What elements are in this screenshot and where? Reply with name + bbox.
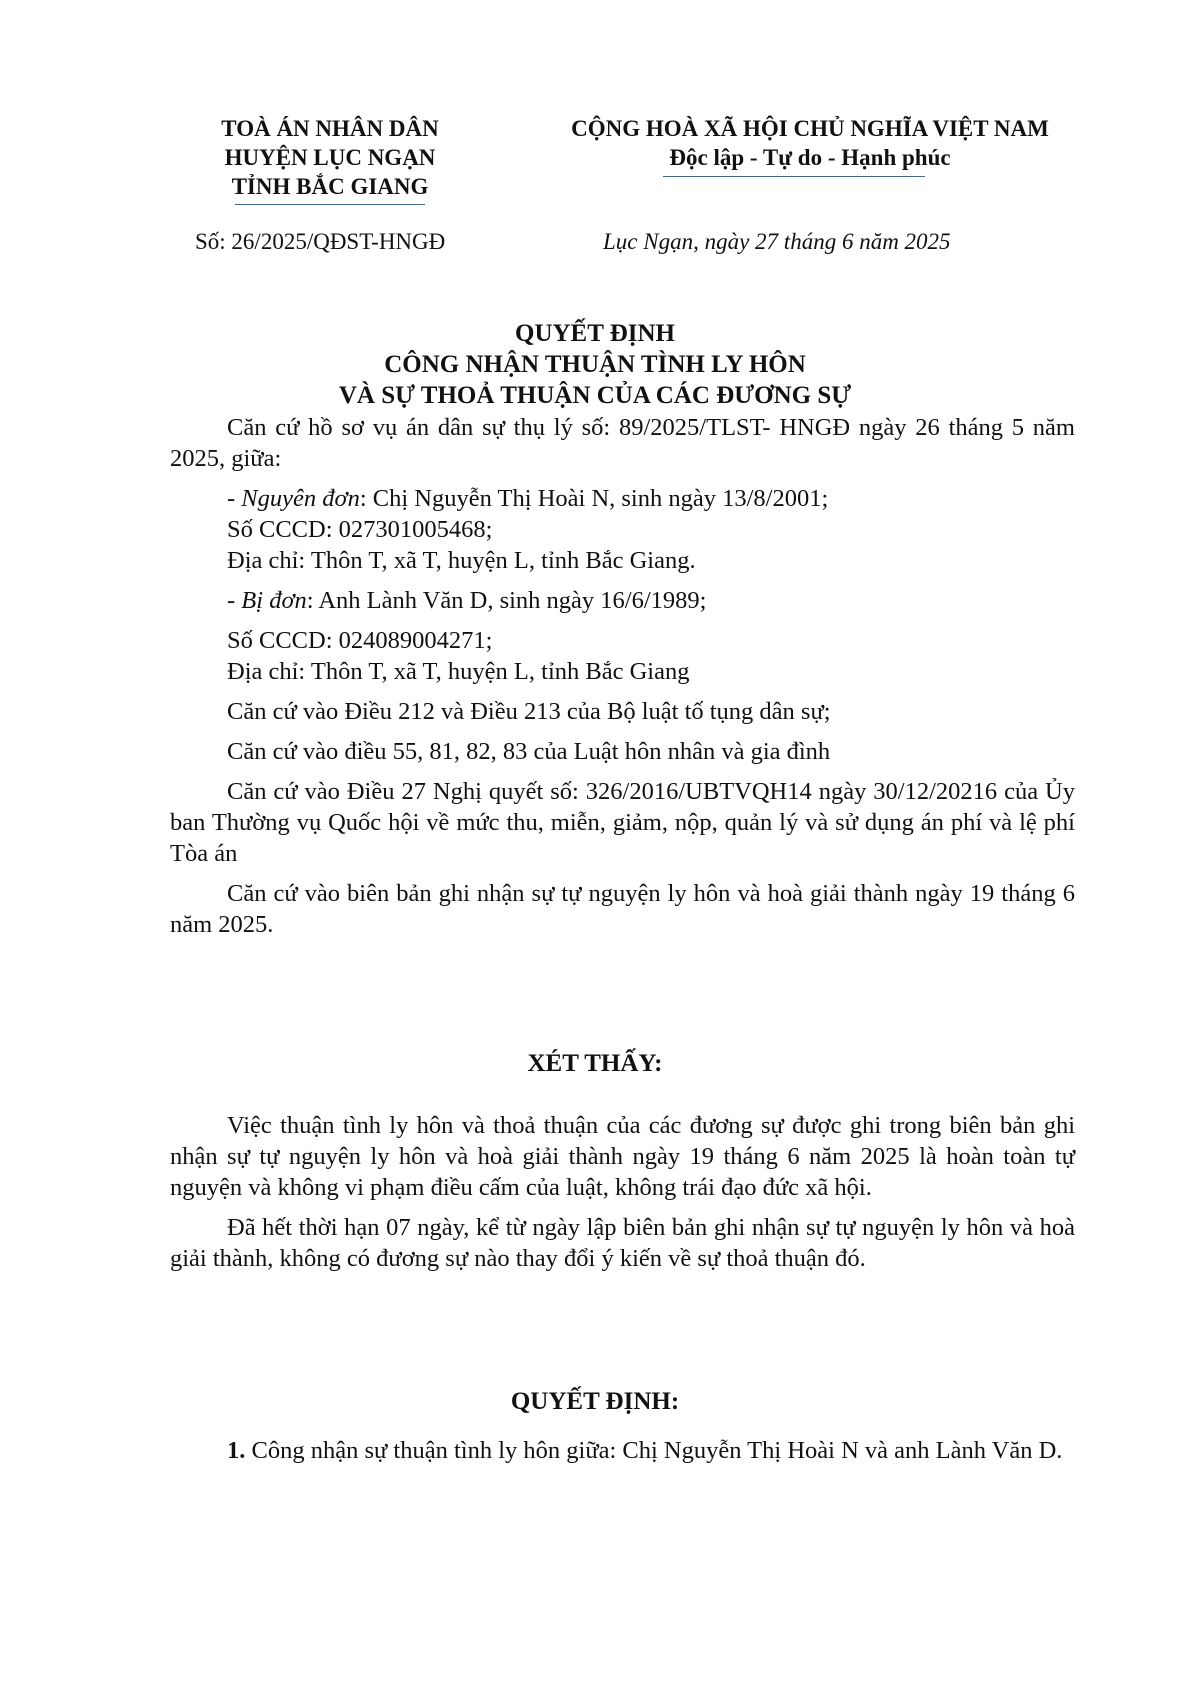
title-line-1: QUYẾT ĐỊNH [515, 320, 675, 347]
court-name-underline [235, 204, 425, 205]
decision-heading: QUYẾT ĐỊNH: [510, 1388, 680, 1415]
country-name-line: CỘNG HOÀ XÃ HỘI CHỦ NGHĨA VIỆT NAM [571, 116, 1049, 141]
findings-paragraph-2: Đã hết thời hạn 07 ngày, kể từ ngày lập biên bản ghi nhận sự tự nguyện ly hôn và hoà giải thành, không có đương sự nào thay đổi ý kiến về sự thoả thuận đó. [170, 1214, 1075, 1272]
document-title [0, 318, 1190, 411]
motto-underline [663, 176, 925, 177]
title-line-3: VÀ SỰ THOẢ THUẬN CỦA CÁC ĐƯƠNG SỰ [338, 382, 852, 409]
national-motto-block [500, 114, 1120, 172]
defendant-line: - Bị đơn: Anh Lành Văn D, sinh ngày 16/6/1989; [227, 587, 707, 614]
findings-paragraph-1: Việc thuận tình ly hôn và thoả thuận của các đương sự được ghi trong biên bản ghi nhận sự tự nguyện ly hôn và hoà giải thành ngày 19 tháng 6 năm 2025 là hoàn toàn tự nguyện và không vi phạm điều cấm của luật, không trái đạo đức xã hội. [170, 1112, 1075, 1201]
law-basis-3: Căn cứ vào Điều 27 Nghị quyết số: 326/2016/UBTVQH14 ngày 30/12/20216 của Ủy ban Thường vụ Quốc hội về mức thu, miễn, giảm, nộp, quản lý và sử dụng án phí và lệ phí Tòa án [170, 778, 1075, 867]
document-number: Số: 26/2025/QĐST-HNGĐ [195, 229, 446, 254]
court-province-line: TỈNH BẮC GIANG [231, 174, 429, 199]
plaintiff-role: Nguyên đơn [241, 485, 360, 512]
decision-item-1-text: Công nhận sự thuận tình ly hôn giữa: Chị Nguyễn Thị Hoài N và anh Lành Văn D. [245, 1437, 1063, 1464]
basis-section [170, 412, 1075, 940]
court-district-line: HUYỆN LỤC NGẠN [224, 145, 436, 170]
plaintiff-details: : Chị Nguyễn Thị Hoài N, sinh ngày 13/8/2001; [359, 485, 829, 512]
case-file-paragraph: Căn cứ hồ sơ vụ án dân sự thụ lý số: 89/2025/TLST- HNGĐ ngày 26 tháng 5 năm 2025, giữa: [170, 414, 1075, 472]
defendant-address: Địa chỉ: Thôn T, xã T, huyện L, tỉnh Bắc Giang [227, 658, 690, 685]
law-basis-2: Căn cứ vào điều 55, 81, 82, 83 của Luật hôn nhân và gia đình [227, 738, 831, 765]
plaintiff-line: - Nguyên đơn: Chị Nguyễn Thị Hoài N, sinh ngày 13/8/2001; [227, 485, 829, 512]
court-name-line: TOÀ ÁN NHÂN DÂN [221, 116, 439, 141]
decision-item-1 [170, 1435, 1075, 1466]
law-basis-4: Căn cứ vào biên bản ghi nhận sự tự nguyện ly hôn và hoà giải thành ngày 19 tháng 6 năm 2025. [170, 880, 1075, 938]
law-basis-1: Căn cứ vào Điều 212 và Điều 213 của Bộ luật tố tụng dân sự; [227, 698, 831, 725]
findings-heading: XÉT THẤY: [527, 1050, 663, 1077]
defendant-details: : Anh Lành Văn D, sinh ngày 16/6/1989; [306, 587, 707, 614]
court-name-block [180, 114, 480, 201]
decision-item-1-number: 1. [227, 1437, 246, 1464]
title-line-2: CÔNG NHẬN THUẬN TÌNH LY HÔN [384, 351, 806, 378]
defendant-id: Số CCCD: 024089004271; [227, 627, 493, 654]
plaintiff-id: Số CCCD: 027301005468; [227, 516, 493, 543]
place-and-date: Lục Ngạn, ngày 27 tháng 6 năm 2025 [603, 229, 951, 254]
plaintiff-address: Địa chỉ: Thôn T, xã T, huyện L, tỉnh Bắc Giang. [227, 547, 696, 574]
motto-line: Độc lập - Tự do - Hạnh phúc [669, 145, 951, 170]
defendant-role: Bị đơn [241, 587, 307, 614]
decision-section [170, 1435, 1075, 1466]
findings-section [170, 1110, 1075, 1274]
